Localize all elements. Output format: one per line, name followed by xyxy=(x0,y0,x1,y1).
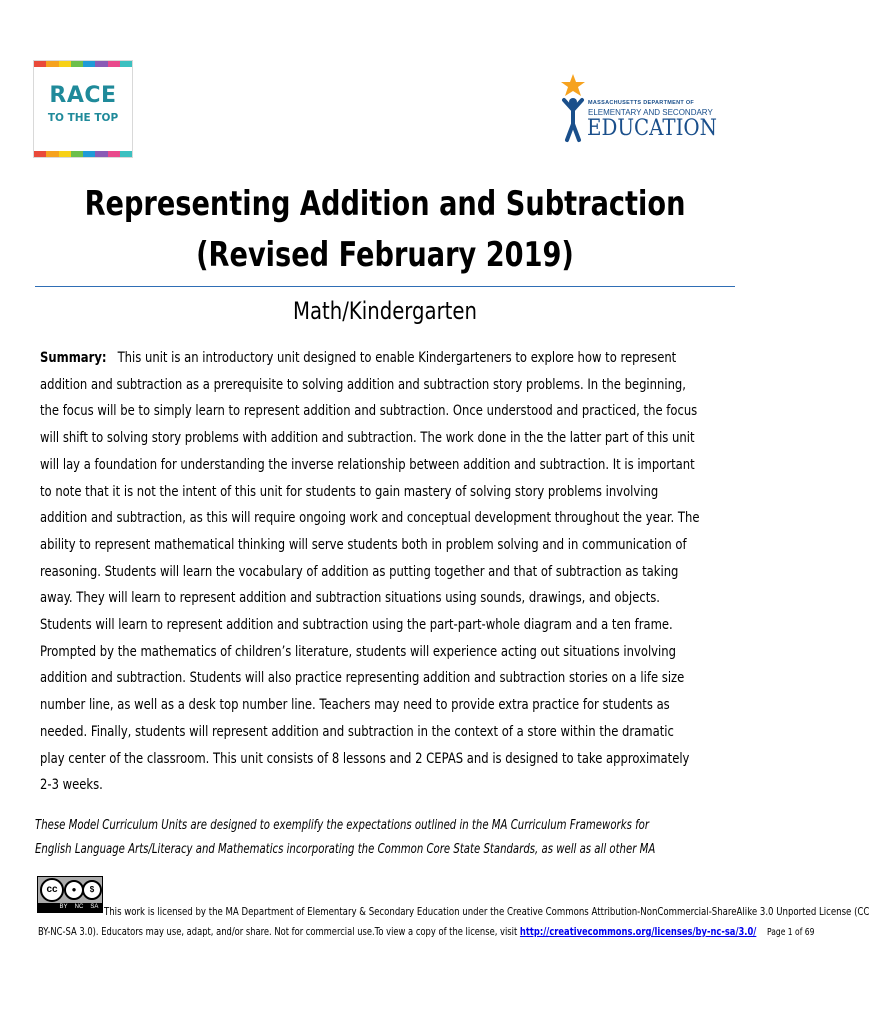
logo-strip-segment xyxy=(71,61,83,67)
summary-line: number line, as well as a desk top number line. Teachers may need to provide extra practice for students as xyxy=(40,697,670,714)
logo-strip-segment xyxy=(120,61,132,67)
logo-strip-segment xyxy=(120,151,132,157)
cc-sa-label: SA xyxy=(90,904,99,910)
subject-heading: Math/Kindergarten xyxy=(292,297,477,325)
cc-badge-labels xyxy=(38,903,102,912)
dese-logo-line1: MASSACHUSETTS DEPARTMENT OF xyxy=(588,100,695,106)
summary-line: will lay a foundation for understanding the inverse relationship between addition and subtraction. It is important xyxy=(40,456,695,473)
logo-strip-segment xyxy=(108,151,120,157)
logo-strip-segment xyxy=(34,151,46,157)
attribution-icon: ● xyxy=(64,880,84,900)
summary-line: Prompted by the mathematics of children’s literature, students will experience acting out situations involving xyxy=(40,643,676,660)
logo-strip-segment xyxy=(108,61,120,67)
summary-line: the focus will be to simply learn to represent addition and subtraction. Once understood and practiced, the focus xyxy=(40,403,698,420)
dese-logo-line3: EDUCATION xyxy=(587,116,717,141)
logo-strip-segment xyxy=(71,151,83,157)
logo-strip-segment xyxy=(83,151,95,157)
title-divider xyxy=(35,286,735,287)
summary-line xyxy=(40,345,704,372)
license-text-line2 xyxy=(38,922,815,943)
creative-commons-badge xyxy=(37,876,103,913)
summary-paragraph xyxy=(40,345,704,799)
logo-strip-segment xyxy=(34,61,46,67)
summary-line: reasoning. Students will learn the vocabulary of addition as putting together and that of subtraction as taking xyxy=(40,563,679,580)
summary-line: to note that it is not the intent of this unit for students to gain mastery of solving story problems involving xyxy=(40,483,659,500)
summary-line: play center of the classroom. This unit consists of 8 lessons and 2 CEPAS and is designed to take approximately xyxy=(40,750,690,767)
document-title-line2: (Revised February 2019) xyxy=(196,235,574,275)
dese-logo xyxy=(560,72,717,147)
note-line: These Model Curriculum Units are designed to exemplify the expectations outlined in the MA Curriculum Frameworks for xyxy=(35,818,650,833)
logo-strip-segment xyxy=(46,61,58,67)
summary-line: Students will learn to represent addition and subtraction using the part-part-whole diagram and a ten frame. xyxy=(40,617,673,634)
license-link[interactable]: http://creativecommons.org/licenses/by-nc-sa/3.0/ xyxy=(519,925,757,938)
page-number: Page 1 of 69 xyxy=(766,927,815,938)
summary-label: Summary: xyxy=(40,350,107,366)
logo-color-strip-bottom xyxy=(34,151,132,157)
dese-logo-line2: ELEMENTARY AND SECONDARY xyxy=(588,108,713,117)
star-figure-icon xyxy=(560,72,590,147)
summary-line: addition and subtraction. Students will also practice representing addition and subtraction stories on a life size xyxy=(40,670,685,687)
cc-nc-label: NC xyxy=(74,904,84,910)
summary-line: needed. Finally, students will represent addition and subtraction in the context of a store within the dramatic xyxy=(40,723,674,740)
logo-strip-segment xyxy=(83,61,95,67)
summary-line: addition and subtraction as a prerequisite to solving addition and subtraction story problems. In the beginning, xyxy=(40,376,686,393)
summary-line: will shift to solving story problems with addition and subtraction. The work done in the the latter part of this unit xyxy=(40,430,695,447)
license-text-prefix: BY-NC-SA 3.0). Educators may use, adapt, and/or share. Not for commercial use.To view a copy of the license, visit xyxy=(38,925,520,938)
logo-strip-segment xyxy=(46,151,58,157)
race-logo-word: RACE xyxy=(49,83,117,108)
curriculum-note xyxy=(35,814,721,862)
cc-by-label: BY xyxy=(59,904,68,910)
summary-line: ability to represent mathematical thinking will serve students both in problem solving and in communication of xyxy=(40,536,687,553)
logo-strip-segment xyxy=(95,61,107,67)
license-text-line1: This work is licensed by the MA Department of Elementary & Secondary Education under the Creative Commons Attribution-NonCommercial-ShareAlike 3.0 Unported License (CC xyxy=(104,905,869,918)
logo-color-strip-top xyxy=(34,61,132,67)
race-to-the-top-logo xyxy=(33,60,133,158)
cc-icon: cc xyxy=(40,878,64,902)
logo-strip-segment xyxy=(59,151,71,157)
logo-strip-segment xyxy=(95,151,107,157)
logo-strip-segment xyxy=(59,61,71,67)
note-line: English Language Arts/Literacy and Mathematics incorporating the Common Core State Standards, as well as all other MA xyxy=(35,842,656,857)
document-title-line1: Representing Addition and Subtraction xyxy=(84,184,686,224)
summary-line-text: This unit is an introductory unit designed to enable Kindergarteners to explore how to represent xyxy=(117,350,677,366)
summary-line: away. They will learn to represent addition and subtraction situations using sounds, drawings, and objects. xyxy=(40,590,660,607)
race-logo-subtitle: TO THE TOP xyxy=(47,112,119,124)
summary-line: addition and subtraction, as this will require ongoing work and conceptual development throughout the year. The xyxy=(40,510,700,527)
summary-line: 2-3 weeks. xyxy=(40,777,103,794)
noncommercial-icon: $ xyxy=(82,880,102,900)
